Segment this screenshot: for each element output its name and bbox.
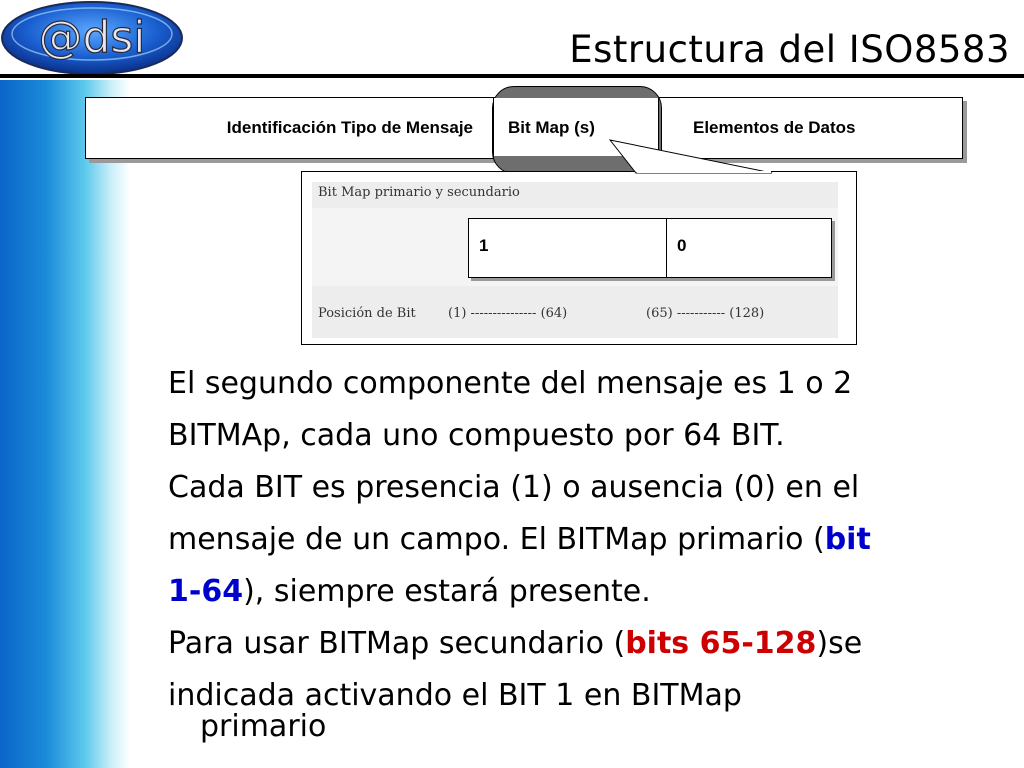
bit-position-label: Posición de Bit [318,306,416,321]
bit-range-secondary: (65) ----------- (128) [646,306,765,321]
callout-heading: Bit Map primario y secundario [312,182,838,208]
segment-message-type-id: Identificación Tipo de Mensaje [226,118,473,137]
body-line: Para usar BITMap secundario (bits 65-128)se [168,626,863,661]
bit-range-primary: (1) --------------- (64) [448,306,568,321]
secondary-bitmap-bit: 0 [677,236,687,255]
body-line: El segundo componente del mensaje es 1 o 2 [168,366,853,401]
body-line: indicada activando el BIT 1 en BITMap [168,678,742,713]
highlight-bit-range: 1-64 [168,574,244,609]
highlight-bit-range: bit [824,522,871,557]
body-line-continuation: primario [200,709,327,744]
body-line: mensaje de un campo. El BITMap primario (bit [168,522,871,557]
segment-data-elements: Elementos de Datos [693,118,856,137]
page-title: Estructura del ISO8583 [569,28,1010,71]
body-text [168,358,1008,742]
body-line: 1-64), siempre estará presente. [168,574,651,609]
logo-text: @dsi [38,12,146,63]
body-line: BITMAp, cada uno compuesto por 64 BIT. [168,418,785,453]
segment-bitmap: Bit Map (s) [493,98,659,158]
highlight-secondary-bits: bits 65-128 [625,626,817,661]
body-line: Cada BIT es presencia (1) o ausencia (0) en el [168,470,860,505]
primary-bitmap-bit: 1 [469,219,667,277]
